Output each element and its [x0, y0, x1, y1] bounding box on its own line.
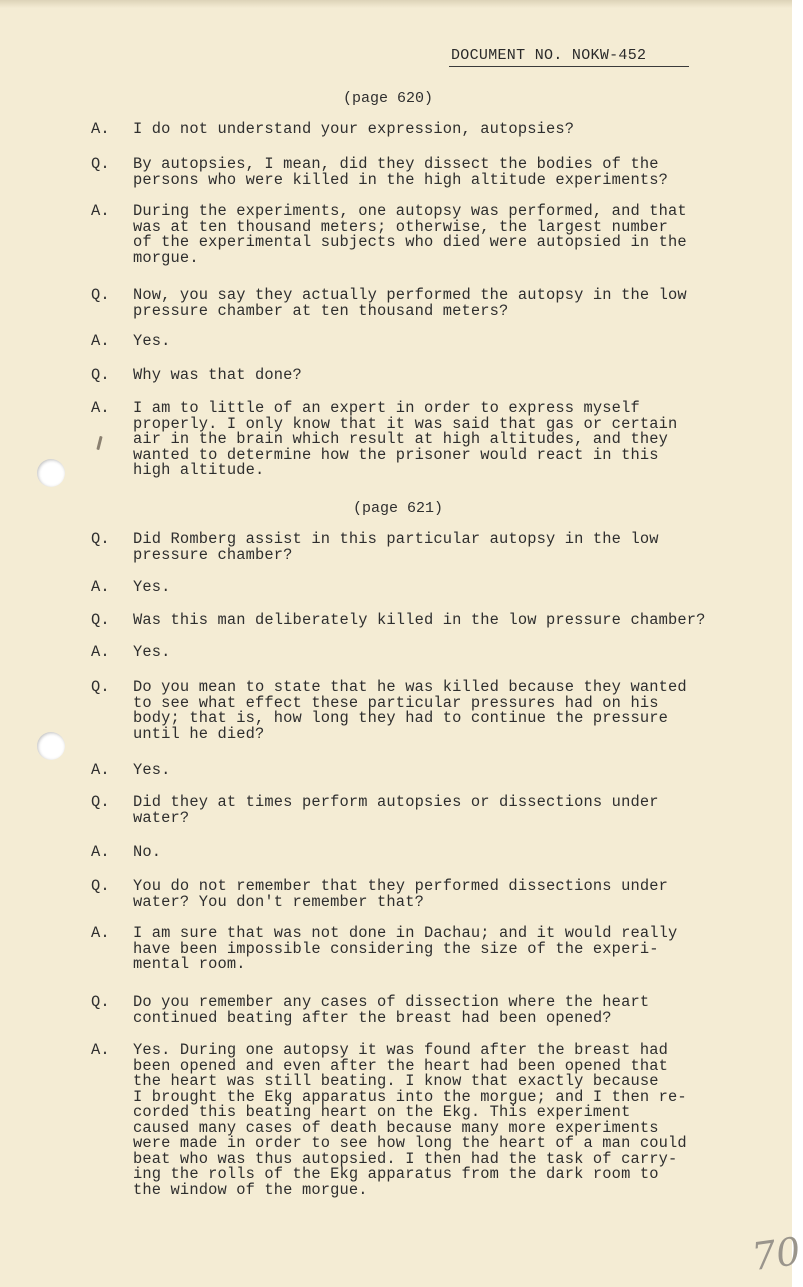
- speaker-label: A.: [91, 578, 110, 596]
- handwritten-folio-number: 70: [749, 1228, 803, 1280]
- speaker-label: Q.: [91, 530, 110, 548]
- entry-text: I do not understand your expression, autopsies?: [133, 120, 575, 138]
- entry-text: Yes. During one autopsy it was found after the breast had been opened and even after the heart had been opened that the heart was still beating. I know that exactly because I brought the Ekg apparatus into the morgue; and I then re- corded this beating heart on the Ekg. This experiment caused many cases of death because many more experiments were made in order to see how long the heart of a man could beat who was thus autopsied. I then had the task of carry- ing the rolls of the Ekg apparatus from the dark room to the window of the morgue.: [133, 1041, 687, 1199]
- speaker-label: A.: [91, 399, 110, 417]
- speaker-label: Q.: [91, 678, 110, 696]
- entry-text: You do not remember that they performed dissections under water? You don't remember that?: [133, 877, 668, 911]
- entry-text: Now, you say they actually performed the autopsy in the low pressure chamber at ten thousand meters?: [133, 286, 687, 320]
- punch-hole-upper: [37, 459, 65, 487]
- speaker-label: A.: [91, 924, 110, 942]
- entry-text: By autopsies, I mean, did they dissect the bodies of the persons who were killed in the high altitude experiments?: [133, 155, 668, 189]
- entry-text: No.: [133, 843, 162, 861]
- document-number: DOCUMENT NO. NOKW-452: [451, 47, 647, 64]
- entry-text: Yes.: [133, 643, 171, 661]
- speaker-label: Q.: [91, 366, 110, 384]
- entry-text: During the experiments, one autopsy was performed, and that was at ten thousand meters; otherwise, the largest number of the experimental subjects who died were autopsied in the morgue.: [133, 202, 687, 267]
- speaker-label: Q.: [91, 611, 110, 629]
- page-marker-621: (page 621): [353, 500, 444, 517]
- speaker-label: A.: [91, 1041, 110, 1059]
- entry-text: Do you mean to state that he was killed because they wanted to see what effect these particular pressures had on his body; that is, how long they had to continue the pressure until he died?: [133, 678, 687, 743]
- margin-pencil-mark: [96, 436, 102, 450]
- entry-text: Did Romberg assist in this particular autopsy in the low pressure chamber?: [133, 530, 659, 564]
- speaker-label: A.: [91, 643, 110, 661]
- page-marker-620: (page 620): [343, 90, 434, 107]
- punch-hole-lower: [37, 732, 65, 760]
- entry-text: I am to little of an expert in order to express myself properly. I only know that it was said that gas or certain air in the brain which result at high altitudes, and they wanted to determine how the prisoner would react in this high altitude.: [133, 399, 678, 479]
- entry-text: Yes.: [133, 578, 171, 596]
- speaker-label: Q.: [91, 155, 110, 173]
- speaker-label: A.: [91, 761, 110, 779]
- speaker-label: A.: [91, 332, 110, 350]
- speaker-label: Q.: [91, 877, 110, 895]
- speaker-label: Q.: [91, 286, 110, 304]
- entry-text: I am sure that was not done in Dachau; and it would really have been impossible considering the size of the experi- mental room.: [133, 924, 678, 973]
- entry-text: Do you remember any cases of dissection where the heart continued beating after the breast had been opened?: [133, 993, 650, 1027]
- entry-text: Did they at times perform autopsies or dissections under water?: [133, 793, 659, 827]
- entry-text: Yes.: [133, 332, 171, 350]
- entry-text: Why was that done?: [133, 366, 302, 384]
- document-number-underline: [449, 66, 689, 67]
- page-top-edge: [0, 0, 792, 8]
- speaker-label: A.: [91, 202, 110, 220]
- entry-text: Yes.: [133, 761, 171, 779]
- entry-text: Was this man deliberately killed in the low pressure chamber?: [133, 611, 706, 629]
- speaker-label: Q.: [91, 993, 110, 1011]
- speaker-label: Q.: [91, 793, 110, 811]
- speaker-label: A.: [91, 843, 110, 861]
- speaker-label: A.: [91, 120, 110, 138]
